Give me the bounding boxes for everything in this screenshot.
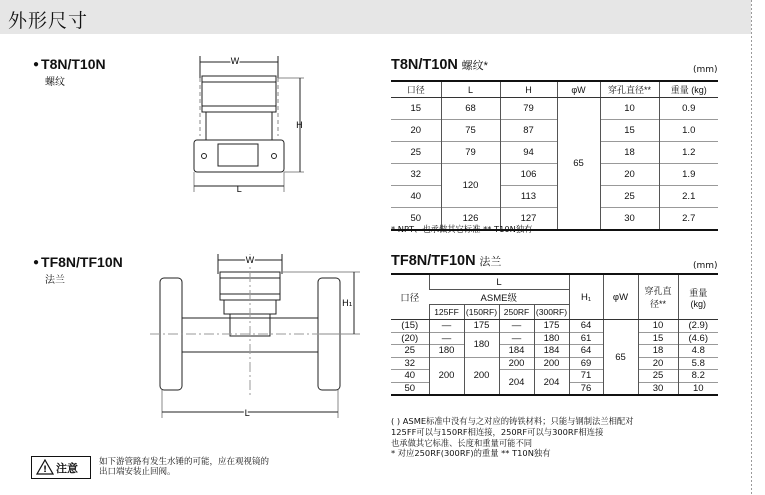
caution-text-line2: 出口端安装止回阀。 xyxy=(99,467,176,477)
table1-header-row xyxy=(391,81,718,98)
cell: 10 xyxy=(638,320,678,333)
cell: 200 xyxy=(534,357,569,370)
table1-title xyxy=(391,57,488,73)
table2-notes xyxy=(391,416,634,459)
cell: 32 xyxy=(391,164,441,186)
cell: 40 xyxy=(391,370,429,383)
t2-h-150rf: (150RF) xyxy=(464,305,499,320)
dim-l2: L xyxy=(244,409,250,419)
table2-unit: (mm) xyxy=(693,261,718,271)
cell: 204 xyxy=(534,370,569,396)
t2-h-hole: 穿孔直径** xyxy=(638,274,678,320)
cell: 71 xyxy=(569,370,603,383)
cell: 204 xyxy=(499,370,534,396)
table-row xyxy=(391,186,718,208)
cell: (15) xyxy=(401,320,419,332)
cell: 10 xyxy=(678,382,718,395)
table-row xyxy=(391,357,718,370)
cell: 8.2 xyxy=(678,370,718,383)
table2-title xyxy=(391,253,501,269)
table2-note-1: ( ) ASME标准中没有与之对应的铸铁材料；只能与钢制法兰相配对 xyxy=(391,416,634,426)
table1-title-main: T8N/T10N xyxy=(391,57,458,73)
t2-h-l: L xyxy=(429,274,569,290)
cell: 50 xyxy=(391,382,429,395)
t1-h-w: φW xyxy=(557,81,600,98)
t2-h-w: φW xyxy=(603,274,638,320)
t2-h-125ff: 125FF xyxy=(429,305,464,320)
cell: 106 xyxy=(500,164,557,186)
cell: 15 xyxy=(410,103,422,114)
cell: 175 xyxy=(464,320,499,333)
dim-h1: H xyxy=(296,121,303,131)
cell: 68 xyxy=(441,98,500,120)
cell: 2.7 xyxy=(659,208,718,231)
cell: 184 xyxy=(534,345,569,358)
cell: 184 xyxy=(499,345,534,358)
caution-badge xyxy=(31,456,91,479)
cell: 126 xyxy=(441,208,500,231)
caution-text xyxy=(99,457,269,477)
cell: 15 xyxy=(600,120,659,142)
cell: — xyxy=(429,332,464,345)
margin-divider xyxy=(751,0,752,495)
cell: 79 xyxy=(441,142,500,164)
cell: 25 xyxy=(391,142,441,164)
caution-text-line1: 如下游管路有发生水锤的可能，应在观视镜的 xyxy=(99,457,270,467)
table1-unit: (mm) xyxy=(693,65,718,75)
t2-h-weight: 重量 (kg) xyxy=(678,274,718,320)
cell: 1.9 xyxy=(659,164,718,186)
cell: 94 xyxy=(500,142,557,164)
product2-subtitle: 法兰 xyxy=(45,275,65,286)
cell: 69 xyxy=(569,357,603,370)
cell: 50 xyxy=(391,208,441,231)
cell: 64 xyxy=(569,345,603,358)
table-row xyxy=(391,164,718,186)
table-row xyxy=(391,345,718,358)
cell: 30 xyxy=(638,382,678,395)
cell: — xyxy=(429,320,464,333)
header-bar xyxy=(0,0,751,34)
svg-text:!: ! xyxy=(42,465,48,475)
cell: 75 xyxy=(441,120,500,142)
cell: 20 xyxy=(600,164,659,186)
product1-subtitle: 螺纹 xyxy=(45,77,65,88)
table-row xyxy=(391,120,718,142)
cell: 76 xyxy=(569,382,603,395)
cell: (20) xyxy=(391,332,429,345)
cell: 5.8 xyxy=(678,357,718,370)
cell: 175 xyxy=(534,320,569,333)
t1-h-caliber: 口径 xyxy=(391,81,441,98)
cell: 200 xyxy=(464,357,499,395)
table2-note-2: 125FF可以与150RF相连接，250RF可以与300RF相连接 xyxy=(391,426,604,437)
t2-h-h1: H₁ xyxy=(569,274,603,320)
table-row xyxy=(391,98,718,120)
cell: 25 xyxy=(600,186,659,208)
cell: 0.9 xyxy=(659,98,718,120)
cell: 20 xyxy=(638,357,678,370)
dim-w2: W xyxy=(245,256,255,266)
cell: 40 xyxy=(391,186,441,208)
t1-h-weight: 重量 (kg) xyxy=(659,81,718,98)
table-row xyxy=(391,320,718,333)
page-title: 外形尺寸 xyxy=(8,10,89,32)
cell: 113 xyxy=(500,186,557,208)
cell: 18 xyxy=(638,345,678,358)
dim-h1-2: H₁ xyxy=(342,299,353,309)
table2-subtitle: 法兰 xyxy=(479,256,502,268)
table2-title-main: TF8N/TF10N xyxy=(391,253,476,269)
t2-h-asme: ASME级 xyxy=(429,290,569,305)
cell: (2.9) xyxy=(678,320,718,333)
cell: (4.6) xyxy=(678,332,718,345)
cell: 200 xyxy=(429,357,464,395)
table-row xyxy=(391,142,718,164)
cell: 1.0 xyxy=(659,120,718,142)
cell: 30 xyxy=(600,208,659,231)
cell: 127 xyxy=(500,208,557,231)
cell: 79 xyxy=(500,98,557,120)
t2-h-300rf: (300RF) xyxy=(534,305,569,320)
t1-merged-w: 65 xyxy=(557,98,600,231)
t1-merged-l: 120 xyxy=(441,164,500,208)
cell: 25 xyxy=(391,345,429,358)
cell: 2.1 xyxy=(659,186,718,208)
table2-header-row xyxy=(391,274,718,290)
caution-label: 注意 xyxy=(56,462,78,475)
t1-h-h: H xyxy=(500,81,557,98)
table2-note-3: 也承做其它标准、长度和重量可能不同 xyxy=(391,437,533,448)
cell: 200 xyxy=(499,357,534,370)
dim-w1: W xyxy=(230,57,240,67)
cell: 32 xyxy=(391,357,429,370)
product1-name: T8N/T10N xyxy=(41,56,106,72)
cell: 18 xyxy=(600,142,659,164)
cell: 180 xyxy=(429,345,464,358)
t1-h-l: L xyxy=(441,81,500,98)
cell: 180 xyxy=(534,332,569,345)
cell: 10 xyxy=(600,98,659,120)
cell: — xyxy=(499,332,534,345)
table2-note-4: * 对应250RF(300RF)的重量 ** T10N独有 xyxy=(391,448,551,459)
cell: — xyxy=(499,320,534,333)
cell: 20 xyxy=(391,120,441,142)
cell: 180 xyxy=(464,332,499,357)
dim-l1: L xyxy=(236,185,242,195)
product2-drawing xyxy=(150,248,370,428)
table1-note: * NPT、也承做其它标准 ** T10N独有 xyxy=(391,224,533,234)
cell: 64 xyxy=(569,320,603,333)
table1 xyxy=(391,80,718,231)
table2 xyxy=(391,273,718,396)
t1-h-hole: 穿孔直径** xyxy=(600,81,659,98)
table-row xyxy=(391,332,718,345)
cell: 4.8 xyxy=(678,345,718,358)
t2-merged-w: 65 xyxy=(603,320,638,396)
product1-drawing xyxy=(180,52,310,202)
product2-name: TF8N/TF10N xyxy=(41,254,123,270)
cell: 25 xyxy=(638,370,678,383)
table1-subtitle: 螺纹* xyxy=(461,60,488,72)
product1-title: ● T8N/T10N xyxy=(33,56,106,72)
warning-icon xyxy=(36,459,54,475)
t2-h-250rf: 250RF xyxy=(499,305,534,320)
product2-title: ● TF8N/TF10N xyxy=(33,254,123,270)
cell: 15 xyxy=(638,332,678,345)
t2-h-caliber: 口径 xyxy=(391,274,429,320)
cell: 87 xyxy=(500,120,557,142)
cell: 61 xyxy=(569,332,603,345)
cell: 1.2 xyxy=(659,142,718,164)
